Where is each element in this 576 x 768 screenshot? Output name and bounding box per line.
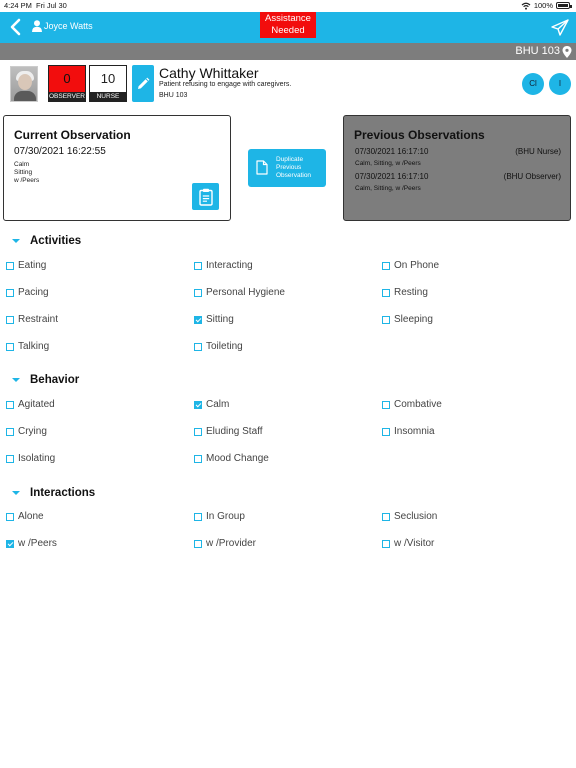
option-pacing[interactable] <box>6 287 49 298</box>
location-pin-icon[interactable] <box>562 46 572 58</box>
option-agitated[interactable] <box>6 399 55 410</box>
option-label: Alone <box>18 511 44 522</box>
previous-entry-header <box>355 147 561 156</box>
document-icon <box>256 160 268 175</box>
checkbox[interactable] <box>6 455 14 463</box>
nurse-count-box <box>89 65 127 102</box>
checkbox[interactable] <box>6 316 14 324</box>
option-label: w /Provider <box>206 538 257 549</box>
duplicate-line-3: Observation <box>276 172 312 179</box>
option-isolating[interactable] <box>6 453 55 464</box>
option-crying[interactable] <box>6 426 47 437</box>
checkbox[interactable] <box>382 262 390 270</box>
option-label: Interacting <box>206 260 253 271</box>
edit-button[interactable] <box>132 65 154 102</box>
checkbox[interactable] <box>6 428 14 436</box>
current-observation-items <box>14 161 39 185</box>
previous-entry-datetime: 07/30/2021 16:17:10 <box>355 172 429 181</box>
current-item: Calm <box>14 161 30 168</box>
clipboard-icon <box>198 188 214 206</box>
previous-entry-datetime: 07/30/2021 16:17:10 <box>355 147 429 156</box>
photo-face <box>18 74 32 90</box>
patient-photo <box>10 66 38 102</box>
duplicate-line-1: Duplicate <box>276 156 304 163</box>
checkbox[interactable] <box>194 262 202 270</box>
alert-line-1: Assistance <box>265 13 311 24</box>
checkbox[interactable] <box>382 316 390 324</box>
current-observation-datetime: 07/30/2021 16:22:55 <box>14 146 106 157</box>
option-label: Pacing <box>18 287 49 298</box>
status-date: Fri Jul 30 <box>36 1 67 10</box>
option-label: w /Visitor <box>394 538 435 549</box>
option-label: Agitated <box>18 399 55 410</box>
duplicate-previous-observation-button[interactable] <box>248 149 326 187</box>
nurse-label: NURSE <box>89 92 127 102</box>
checkbox[interactable] <box>382 401 390 409</box>
unit-bar <box>0 43 576 60</box>
option-w-provider[interactable] <box>194 538 256 549</box>
checkbox[interactable] <box>194 540 202 548</box>
option-on-phone[interactable] <box>382 260 439 271</box>
patient-name: Cathy Whittaker <box>159 65 259 81</box>
option-label: On Phone <box>394 260 440 271</box>
observer-label: OBSERVER <box>48 93 85 100</box>
current-item: w /Peers <box>14 177 40 184</box>
photo-body <box>14 91 36 102</box>
previous-observations-card <box>343 115 571 221</box>
checkbox-checked[interactable] <box>6 540 14 548</box>
option-label: Seclusion <box>394 511 438 522</box>
status-time: 4:24 PM <box>4 1 32 10</box>
checkbox-checked[interactable] <box>194 316 202 324</box>
previous-entry-header <box>355 172 561 181</box>
option-eating[interactable] <box>6 260 46 271</box>
option-insomnia[interactable] <box>382 426 435 437</box>
option-personal-hygiene[interactable] <box>194 287 285 298</box>
checkbox[interactable] <box>6 401 14 409</box>
battery-percent: 100% <box>533 1 553 10</box>
previous-observations-title: Previous Observations <box>354 128 485 142</box>
user-name: Joyce Watts <box>44 21 93 31</box>
section-behavior-header[interactable] <box>12 374 79 386</box>
option-label: Talking <box>18 341 50 352</box>
wifi-icon <box>521 2 531 10</box>
current-observation-title: Current Observation <box>14 128 131 142</box>
checkbox[interactable] <box>382 428 390 436</box>
option-label: Sleeping <box>394 314 433 325</box>
pencil-icon <box>136 77 150 91</box>
option-in-group[interactable] <box>194 511 245 522</box>
option-label: Resting <box>394 287 428 298</box>
section-activities-title: Activities <box>30 235 82 247</box>
chevron-left-icon <box>6 17 26 37</box>
battery-icon <box>556 2 570 9</box>
patient-note: Patient refusing to engage with caregivers. <box>159 81 292 88</box>
checkbox[interactable] <box>6 343 14 351</box>
assistance-needed-badge[interactable] <box>260 12 316 38</box>
option-label: In Group <box>206 511 245 522</box>
option-label: w /Peers <box>18 538 57 549</box>
option-label: Eluding Staff <box>206 426 263 437</box>
option-label: Mood Change <box>206 453 269 464</box>
back-button[interactable] <box>6 17 26 37</box>
option-w-peers[interactable] <box>6 538 57 549</box>
option-label: Insomnia <box>394 426 435 437</box>
duplicate-button-text <box>276 156 311 180</box>
caret-down-icon <box>12 491 20 495</box>
previous-entry-items: Calm, Sitting, w /Peers <box>355 160 421 167</box>
option-label: Personal Hygiene <box>206 287 285 298</box>
unit-label: BHU 103 <box>515 45 560 57</box>
current-observation-card <box>3 115 231 221</box>
section-behavior-title: Behavior <box>30 374 80 386</box>
option-calm[interactable] <box>194 399 229 410</box>
checkbox[interactable] <box>194 513 202 521</box>
checkbox-checked[interactable] <box>194 401 202 409</box>
observer-count-box <box>48 65 86 102</box>
patient-unit: BHU 103 <box>159 92 188 99</box>
checkbox[interactable] <box>6 513 14 521</box>
option-restraint[interactable] <box>6 314 58 325</box>
option-label: Calm <box>206 399 230 410</box>
info-button[interactable]: I <box>549 73 571 95</box>
option-eluding-staff[interactable] <box>194 426 263 437</box>
option-label: Sitting <box>206 314 234 325</box>
send-button[interactable] <box>550 18 570 38</box>
option-seclusion[interactable] <box>382 511 437 522</box>
checkbox[interactable] <box>6 262 14 270</box>
checkbox[interactable] <box>382 540 390 548</box>
alert-line-2: Needed <box>271 25 305 36</box>
user-chip[interactable] <box>32 20 93 32</box>
option-talking[interactable] <box>6 341 49 352</box>
checkbox[interactable] <box>382 289 390 297</box>
person-icon <box>32 20 42 32</box>
caret-down-icon <box>12 239 20 243</box>
previous-entry-role: (BHU Observer) <box>503 172 561 181</box>
option-resting[interactable] <box>382 287 428 298</box>
paper-plane-icon <box>550 18 570 38</box>
option-sitting[interactable] <box>194 314 234 325</box>
checkbox[interactable] <box>194 343 202 351</box>
previous-entry-role: (BHU Nurse) <box>515 147 561 156</box>
checkbox[interactable] <box>194 428 202 436</box>
option-label: Combative <box>394 399 442 410</box>
option-combative[interactable] <box>382 399 442 410</box>
section-interactions-header[interactable] <box>12 487 95 499</box>
checkbox[interactable] <box>194 455 202 463</box>
option-sleeping[interactable] <box>382 314 433 325</box>
current-item: Sitting <box>14 169 33 176</box>
observer-count: 0 <box>63 71 71 86</box>
checkbox[interactable] <box>382 513 390 521</box>
option-label: Isolating <box>18 453 56 464</box>
caret-down-icon <box>12 378 20 382</box>
option-mood-change[interactable] <box>194 453 269 464</box>
cl-button[interactable]: Cl <box>522 73 544 95</box>
previous-entry-items: Calm, Sitting, w /Peers <box>355 185 421 192</box>
section-activities-header[interactable] <box>12 235 81 247</box>
section-interactions-title: Interactions <box>30 487 96 499</box>
option-alone[interactable] <box>6 511 44 522</box>
option-label: Restraint <box>18 314 59 325</box>
status-right <box>521 1 570 10</box>
option-interacting[interactable] <box>194 260 253 271</box>
checkbox[interactable] <box>6 289 14 297</box>
option-toileting[interactable] <box>194 341 243 352</box>
nurse-count: 10 <box>100 71 116 86</box>
option-label: Crying <box>18 426 47 437</box>
option-w-visitor[interactable] <box>382 538 434 549</box>
option-label: Eating <box>18 260 47 271</box>
clipboard-button[interactable] <box>192 183 219 210</box>
status-bar <box>0 0 576 12</box>
checkbox[interactable] <box>194 289 202 297</box>
option-label: Toileting <box>206 341 243 352</box>
duplicate-line-2: Previous <box>276 164 302 171</box>
